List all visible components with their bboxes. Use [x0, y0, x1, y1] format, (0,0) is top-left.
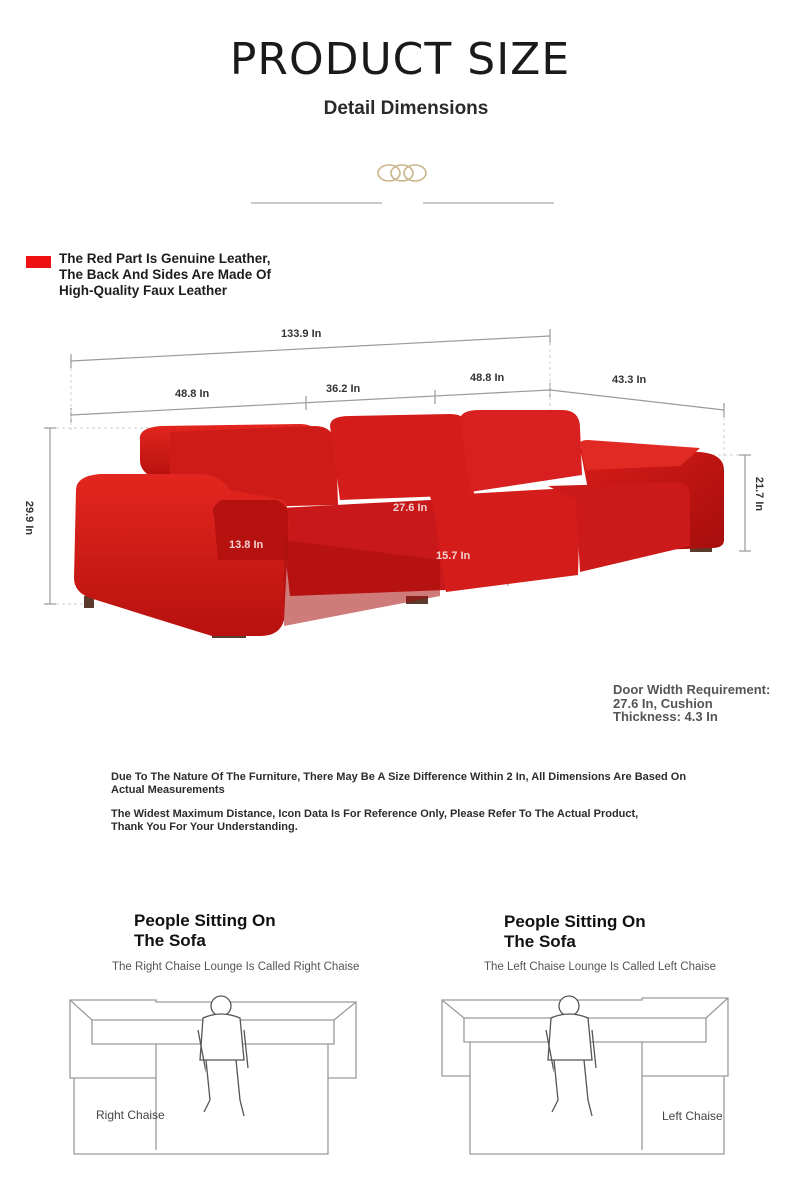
page-title: PRODUCT SIZE [229, 34, 571, 85]
left-chaise-subtitle: The Left Chaise Lounge Is Called Left Chaise [484, 961, 717, 973]
person-sitting-right-icon [198, 996, 248, 1116]
disclaimer-size: Due To The Nature Of The Furniture, There May Be A Size Difference Within 2 In, All Dimensions Are Based On Actual Measurements [111, 771, 687, 796]
dim-arm-height: 13.8 In [229, 539, 264, 551]
disclaimer-reference: The Widest Maximum Distance, Icon Data Is For Reference Only, Please Refer To The Actual Product, Thank You For Your Understanding. [111, 808, 639, 833]
dim-section-middle: 36.2 In [326, 383, 361, 395]
dim-height: 29.9 In [23, 500, 36, 536]
dim-seat-depth: 27.6 In [393, 502, 428, 514]
person-sitting-left-icon [546, 996, 596, 1116]
left-chaise-title: People Sitting On The Sofa [504, 912, 646, 951]
page-subtitle: Detail Dimensions [323, 98, 489, 119]
dim-section-right: 48.8 In [470, 372, 505, 384]
left-chaise-label: Left Chaise [662, 1109, 723, 1123]
dim-cushion-height: 15.7 In [436, 550, 471, 562]
door-width-note: Door Width Requirement: 27.6 In, Cushion Thickness: 4.3 In [613, 682, 771, 724]
right-chaise-title: People Sitting On The Sofa [134, 911, 276, 950]
legend-text: The Red Part Is Genuine Leather, The Back And Sides Are Made Of High-Quality Faux Leather [59, 251, 272, 298]
dim-seat-height: 21.7 In [753, 476, 766, 512]
right-chaise-label: Right Chaise [96, 1108, 165, 1122]
dim-section-left: 48.8 In [175, 388, 210, 400]
dim-depth: 43.3 In [612, 374, 647, 386]
right-chaise-subtitle: The Right Chaise Lounge Is Called Right Chaise [112, 961, 360, 973]
dim-total-length: 133.9 In [281, 328, 322, 340]
